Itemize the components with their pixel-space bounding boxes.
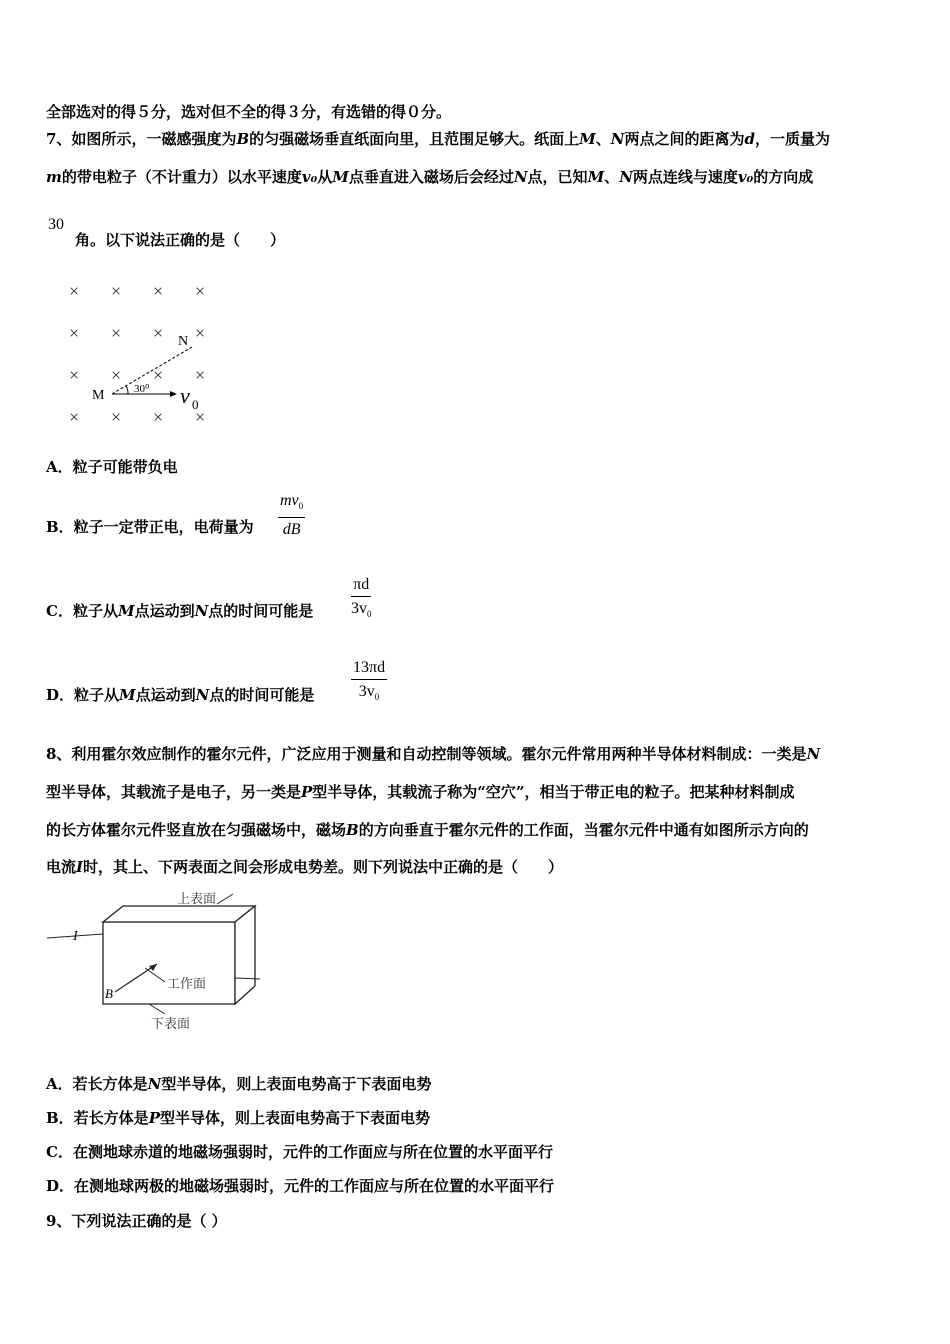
fraction-time-D — [351, 658, 387, 708]
var-I: I — [76, 858, 84, 876]
cross-mark: × — [195, 407, 206, 427]
text: 点的时间可能是 — [208, 602, 314, 620]
var-N: N — [619, 168, 633, 186]
q8-option-C[interactable]: C．在测地球赤道的地磁场强弱时，元件的工作面应与所在位置的水平面平行 — [46, 1143, 553, 1161]
frac-den-sub: 0 — [374, 692, 380, 703]
q8-option-B[interactable] — [46, 1107, 430, 1128]
cross-mark: × — [111, 407, 122, 427]
text: 的方向垂直于霍尔元件的工作面，当霍尔元件中通有如图所示方向的 — [358, 821, 809, 839]
hall-element-figure — [45, 888, 270, 1038]
label-top-surface: 上表面 — [177, 891, 217, 906]
var-N: N — [194, 602, 209, 620]
fraction-charge — [278, 491, 305, 541]
text: 、 — [604, 168, 620, 186]
var-N: N — [806, 745, 821, 763]
text: 型半导体，其载流子称为“空穴”，相当于带正电的粒子。把某种材料制成 — [312, 783, 795, 801]
label-v: v — [180, 383, 190, 408]
q8-stem-line4 — [46, 856, 563, 877]
frac-den: dB — [282, 521, 301, 539]
frac-num: πd — [353, 576, 370, 593]
cross-mark: × — [153, 281, 164, 301]
text: 两点之间的距离为 — [624, 130, 745, 148]
q7-option-B[interactable]: B．粒子一定带正电，电荷量为 — [46, 518, 254, 536]
label-N: N — [178, 334, 189, 349]
cross-mark: × — [69, 281, 80, 301]
text: 点，已知 — [527, 168, 588, 186]
text: 点垂直进入磁场后会经过 — [348, 168, 514, 186]
frac-den-sub: 0 — [367, 609, 372, 620]
cross-mark: × — [111, 365, 122, 385]
cross-mark: × — [195, 365, 206, 385]
text: B．若长方体是 — [46, 1109, 149, 1127]
text: 型半导体，则上表面电势高于下表面电势 — [161, 1075, 432, 1093]
text: 的带电粒子（不计重力）以水平速度 — [61, 168, 302, 186]
var-N: N — [513, 168, 528, 186]
q7-option-A[interactable]: A．粒子可能带负电 — [46, 458, 178, 476]
text: D．粒子从 — [46, 686, 120, 704]
var-M: M — [117, 602, 135, 620]
var-N: N — [195, 686, 210, 704]
top-face — [103, 906, 255, 922]
angle-label: 30⁰ — [134, 383, 150, 395]
q8-stem-line2 — [46, 781, 795, 802]
magnetic-field-figure — [60, 275, 230, 430]
text: 8、利用霍尔效应制作的霍尔元件，广泛应用于测量和自动控制等领域。霍尔元件常用两种半导体材料制成：一类是 — [46, 745, 807, 763]
q9-stem: 9、下列说法正确的是（ ） — [46, 1212, 227, 1230]
frac-num-sub: 0 — [298, 501, 304, 512]
text: 时，其上、下两表面之间会形成电势差。则下列说法中正确的是（ ） — [83, 858, 564, 876]
q7-option-C[interactable] — [46, 600, 313, 621]
text: 点运动到 — [135, 686, 196, 704]
cross-mark: × — [153, 407, 164, 427]
var-v0: v₀ — [301, 168, 318, 186]
var-N: N — [610, 130, 625, 148]
var-N: N — [147, 1075, 162, 1093]
var-B: B — [236, 130, 250, 148]
var-M: M — [579, 130, 596, 148]
q8-stem-line1 — [46, 743, 820, 764]
cross-mark: × — [195, 323, 206, 343]
var-M: M — [119, 686, 136, 704]
top-surface-leader — [217, 894, 233, 904]
var-P: P — [301, 783, 313, 801]
front-face — [103, 922, 235, 1004]
frac-den: 3v — [358, 683, 375, 700]
text: 电流 — [46, 858, 77, 876]
text: A．若长方体是 — [46, 1075, 148, 1093]
text: 从 — [317, 168, 333, 186]
q7-stem-line3: 角。以下说法正确的是（ ） — [75, 231, 286, 249]
velocity-arrowhead — [170, 391, 177, 397]
label-M: M — [92, 388, 105, 403]
angle-value: 30 — [48, 216, 64, 233]
text: C．粒子从 — [46, 602, 118, 620]
q8-stem-line3 — [46, 819, 809, 840]
fraction-time-C — [351, 575, 372, 625]
text: 型半导体，则上表面电势高于下表面电势 — [159, 1109, 430, 1127]
var-M: M — [587, 168, 605, 186]
label-I: I — [73, 929, 78, 944]
text: 的方向成 — [753, 168, 814, 186]
text: 7、如图所示，一磁感强度为 — [46, 130, 237, 148]
cross-mark: × — [195, 281, 206, 301]
text: 型半导体，其载流子是电子，另一类是 — [46, 783, 302, 801]
cross-mark: × — [111, 281, 122, 301]
var-M: M — [332, 168, 349, 186]
cross-mark: × — [153, 323, 164, 343]
label-B: B — [105, 986, 113, 1001]
frac-num: mv — [280, 492, 299, 509]
label-bottom-surface: 下表面 — [151, 1016, 191, 1031]
var-P: P — [148, 1109, 160, 1127]
frac-den: 3v — [351, 600, 367, 617]
bottom-surface-leader — [149, 1004, 165, 1014]
label-v-sub: 0 — [192, 397, 199, 412]
cross-mark: × — [69, 365, 80, 385]
q7-stem-line2 — [46, 166, 813, 187]
scoring-note: 全部选对的得５分，选对但不全的得３分，有选错的得０分。 — [46, 103, 452, 121]
cross-mark: × — [69, 407, 80, 427]
q7-option-D[interactable] — [46, 684, 314, 705]
text: 、 — [595, 130, 611, 148]
q8-option-A[interactable] — [46, 1073, 431, 1094]
cross-mark: × — [153, 365, 164, 385]
q8-option-D[interactable]: D．在测地球两极的地磁场强弱时，元件的工作面应与所在位置的水平面平行 — [46, 1177, 555, 1195]
var-m: m — [46, 168, 62, 186]
text: 两点连线与速度 — [632, 168, 738, 186]
text: 的长方体霍尔元件竖直放在匀强磁场中，磁场 — [46, 821, 347, 839]
text: 点运动到 — [134, 602, 195, 620]
text: 的匀强磁场垂直纸面向里，且范围足够大。纸面上 — [249, 130, 580, 148]
angle-arc — [126, 386, 128, 394]
var-v0: v₀ — [737, 168, 754, 186]
text: 点的时间可能是 — [209, 686, 315, 704]
cross-mark: × — [111, 323, 122, 343]
text: ，一质量为 — [755, 130, 831, 148]
var-B: B — [346, 821, 359, 839]
frac-num: 13πd — [353, 659, 386, 676]
q7-stem-line1 — [46, 128, 830, 149]
var-d: d — [744, 130, 756, 148]
cross-mark: × — [69, 323, 80, 343]
label-work-surface: 工作面 — [167, 976, 207, 991]
side-face — [235, 906, 255, 1004]
